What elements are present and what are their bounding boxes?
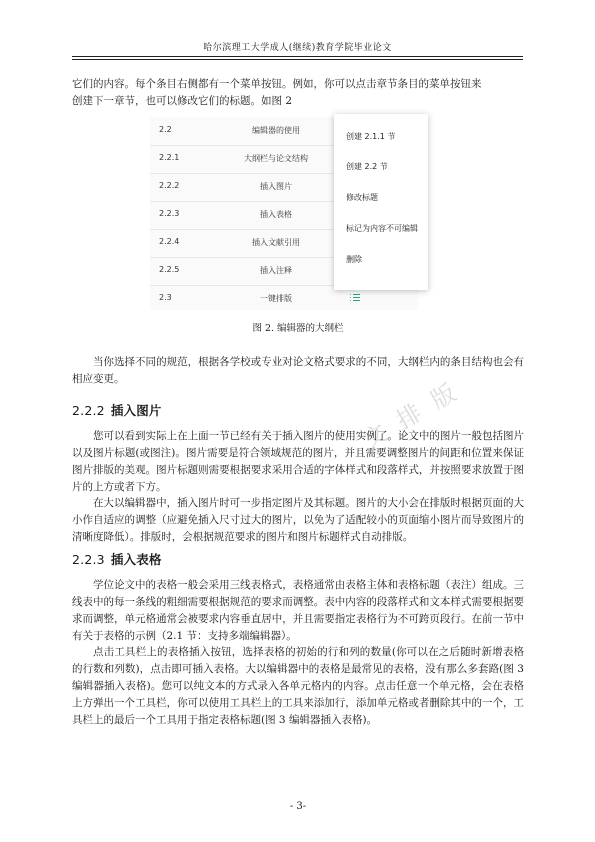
outline-number: 2.2.5 xyxy=(159,265,180,274)
paragraph: 您可以看到实际上在上面一节已经有关于插入图片的使用实例了。论文中的图片一般包括图片以及图片标题(或图注)。图片需要是符合领域规范的图片，并且需要调整图片的间距和位置来保证图片排版的美观。图片标题则需要根据要求采用合适的字体样式和段落样式，并按照要求放置于图片的上方或者下方。 xyxy=(72,430,524,493)
section-heading-2-2-2 xyxy=(72,401,162,419)
outline-number: 2.3 xyxy=(159,293,172,302)
paragraph: 学位论文中的表格一般会采用三线表格式，表格通常由表格主体和表格标题（表注）组成。三线表中的每一条线的粗细需要根据规范的要求而调整。表中内容的段落样式和文本样式需要根据要求而调整，单元格通常会被要求内容垂直居中，并且需要指定表格行为不可跨页段行。在前一节中有关于表格的示例（2.1 节：支持多端编辑器）。 xyxy=(72,579,524,642)
menu-item-lock-content: 标记为内容不可编辑 xyxy=(346,224,418,233)
outline-number: 2.2.4 xyxy=(159,237,180,246)
section-heading-2-2-3 xyxy=(72,550,162,568)
outline-number: 2.2.2 xyxy=(159,181,180,190)
section-number: 2.2.2 xyxy=(72,403,105,418)
paragraph-after-figure: 当你选择不同的规范，根据各学校或专业对论文格式要求的不同，大纲栏内的条目结构也会有相应变更。 xyxy=(72,356,524,385)
outline-title: 插入图片 xyxy=(260,182,292,191)
watermark: 文 排 版 xyxy=(357,376,465,455)
outline-title: 插入文献引用 xyxy=(252,238,300,247)
list-icon xyxy=(350,294,360,302)
outline-title: 大纲栏与论文结构 xyxy=(244,154,308,163)
section-title: 插入表格 xyxy=(110,552,162,567)
menu-item-rename: 修改标题 xyxy=(346,193,378,202)
outline-title: 插入表格 xyxy=(260,210,292,219)
menu-item-create-2-2: 创建 2.2 节 xyxy=(346,162,388,171)
paragraph: 在大以编辑器中，插入图片时可一步指定图片及其标题。图片的大小会在排版时根据页面的大小作自适应的调整（应避免插入尺寸过大的图片，以免为了适配较小的页面缩小图片而导致图片的清晰度降低）。排版时，会根据规范要求的图片和图片标题样式自动排版。 xyxy=(72,497,524,543)
paragraph: 点击工具栏上的表格插入按钮，选择表格的初始的行和列的数量(你可以在之后随时新增表格的行数和列数)，点击即可插入表格。大以编辑器中的表格是最常见的表格，没有那么多套路(图 3 编辑器插入表格)。您可以纯文本的方式录入各单元格内的内容。点击任意一个单元格，会在表格上方弹出一个工具栏，你可以使用工具栏上的工具来添加行，添加单元格或者删除其中的一个，工具栏上的最后一个工具用于指定表格标题(图 3 编辑器插入表格)。 xyxy=(72,646,524,726)
section-number: 2.2.3 xyxy=(72,552,105,567)
intro-line-1: 它们的内容。每个条目右侧都有一个菜单按钮。例如，你可以点击章节条目的菜单按钮来 xyxy=(72,78,482,90)
page-number: - 3- xyxy=(289,801,307,812)
intro-line-2: 创建下一章节，也可以修改它们的标题。如图 2 xyxy=(72,95,293,107)
running-header: 哈尔滨理工大学成人(继续)教育学院毕业论文 xyxy=(72,40,523,57)
section-title: 插入图片 xyxy=(110,403,162,418)
menu-item-delete: 删除 xyxy=(346,255,362,264)
outline-title: 插入注释 xyxy=(260,266,292,275)
figure-caption: 图 2. 编辑器的大纲栏 xyxy=(252,323,344,334)
outline-context-menu xyxy=(334,114,428,290)
outline-title: 一键排版 xyxy=(260,294,292,303)
outline-number: 2.2 xyxy=(159,125,172,134)
menu-item-create-2-1-1: 创建 2.1.1 节 xyxy=(346,132,396,141)
outline-number: 2.2.3 xyxy=(159,209,180,218)
outline-number: 2.2.1 xyxy=(159,153,180,162)
outline-title: 编辑器的使用 xyxy=(252,126,300,135)
